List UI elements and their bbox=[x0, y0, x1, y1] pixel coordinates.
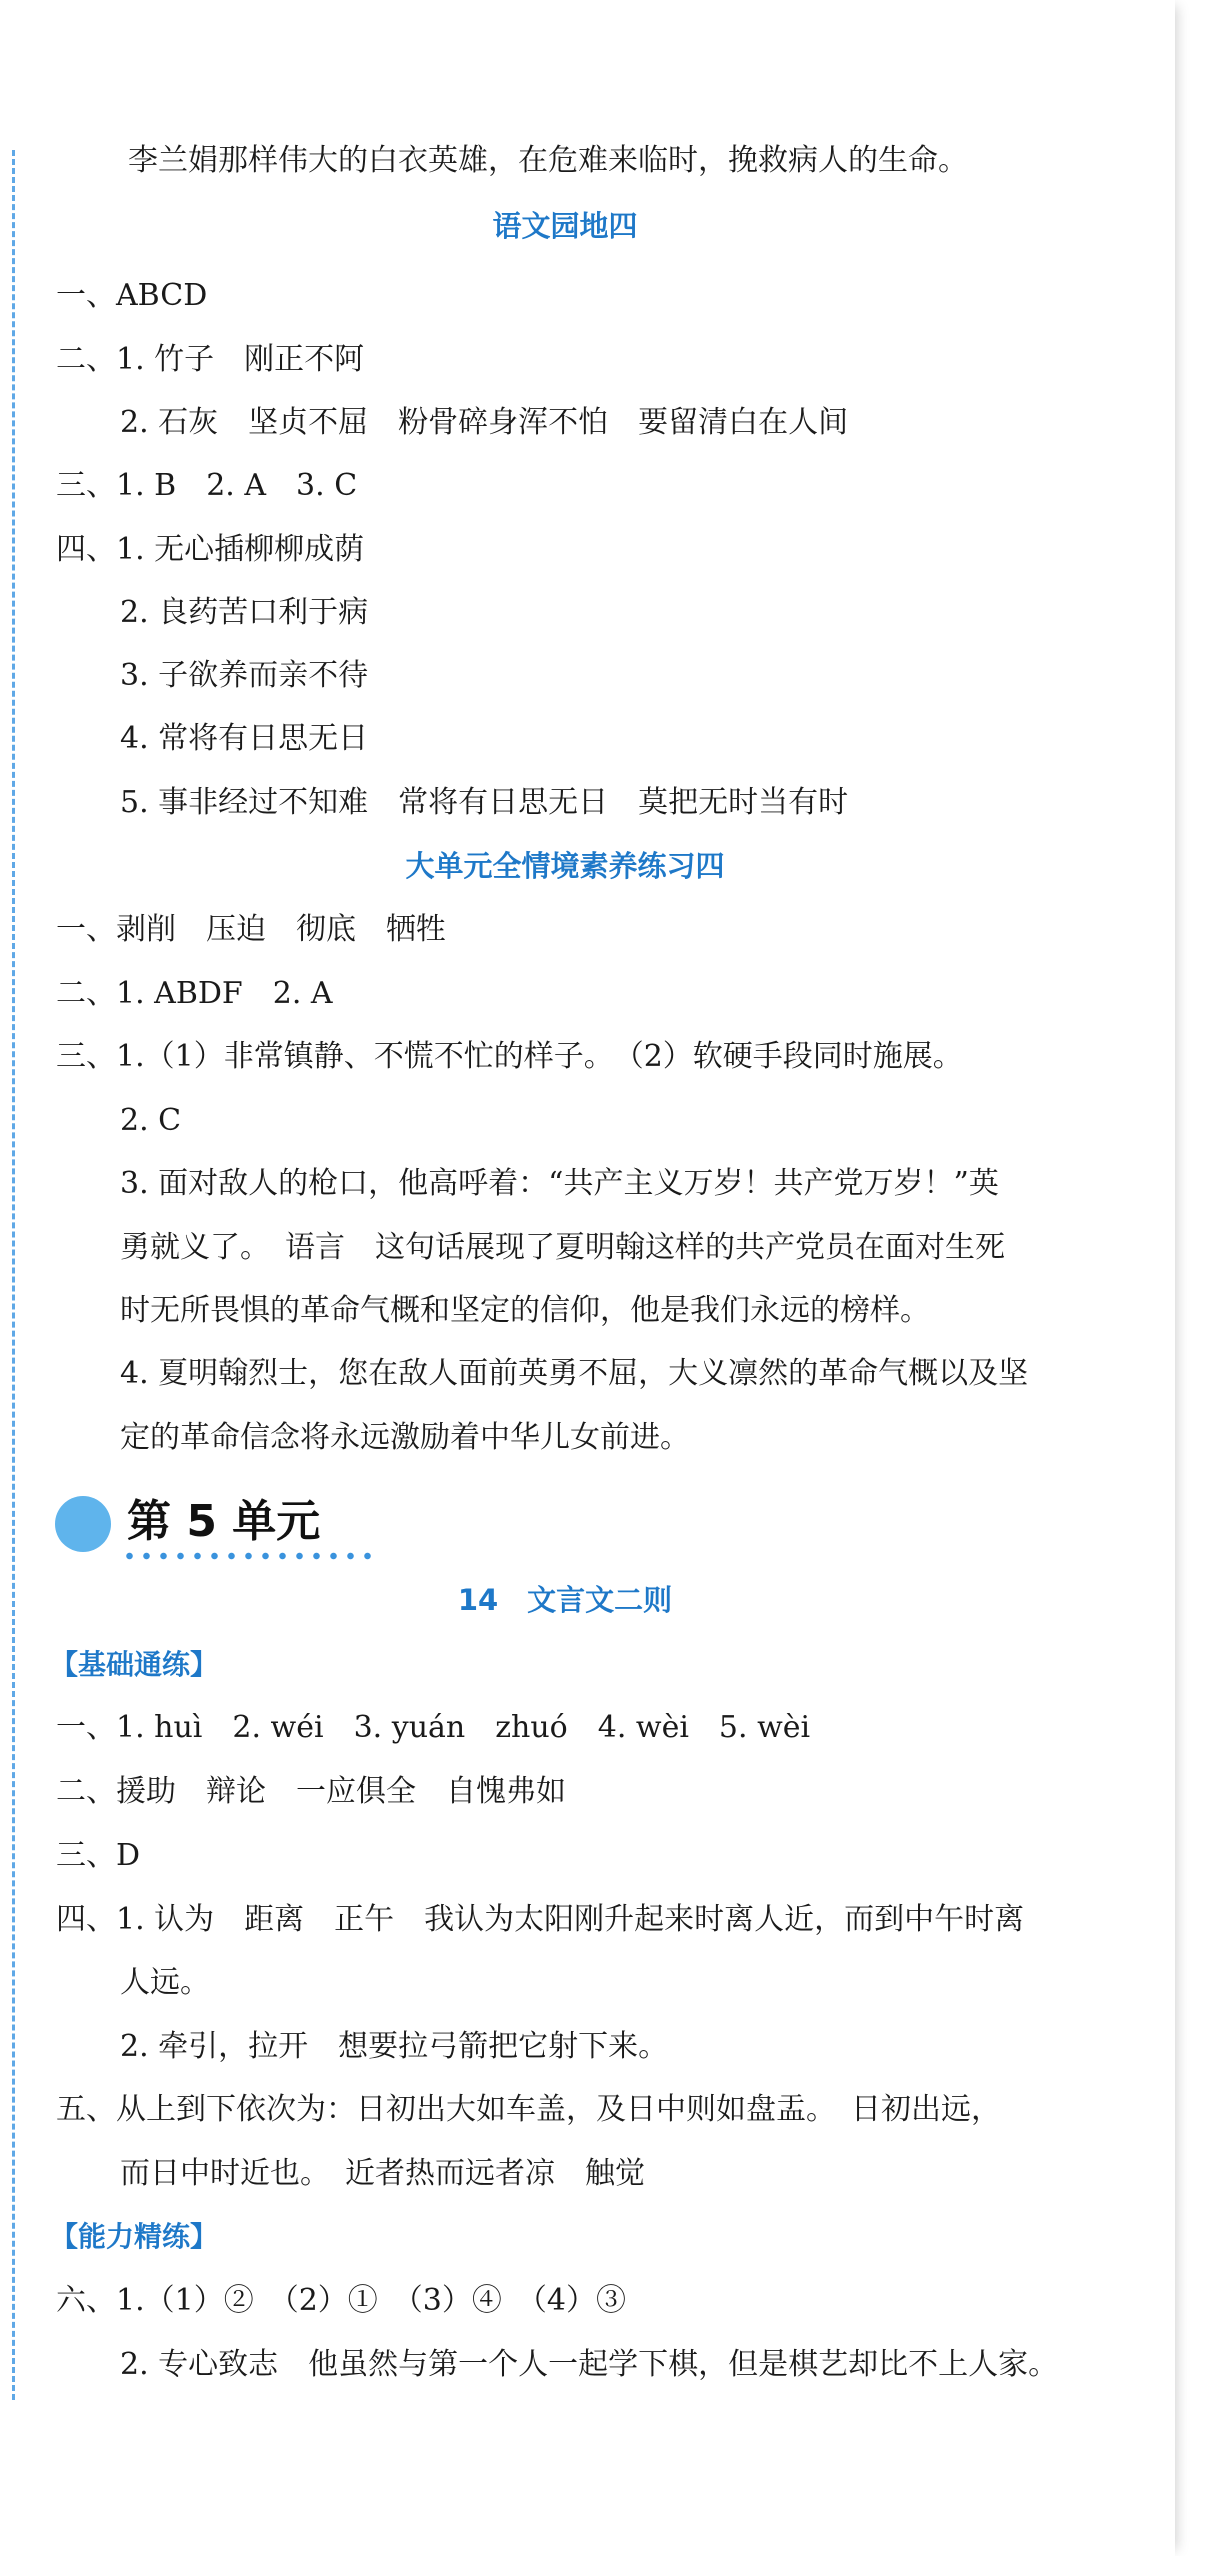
text-line: 李兰娟那样伟大的白衣英雄，在危难来临时，挽救病人的生命。 bbox=[128, 143, 968, 178]
text-line: 2. 良药苦口利于病 bbox=[120, 595, 369, 630]
text-line: 四、1. 无心插柳柳成荫 bbox=[56, 532, 365, 567]
text-line: 一、1. huì 2. wéi 3. yuán zhuó 4. wèi 5. wèi bbox=[56, 1710, 811, 1745]
text-line: 2. C bbox=[120, 1103, 182, 1138]
text-line: 二、援助 辩论 一应俱全 自愧弗如 bbox=[56, 1774, 566, 1809]
text-line: 六、1.（1）② （2）① （3）④ （4）③ bbox=[56, 2283, 626, 2318]
text-line: 而日中时近也。 近者热而远者凉 触觉 bbox=[120, 2156, 645, 2191]
text-line: 时无所畏惧的革命气概和坚定的信仰，他是我们永远的榜样。 bbox=[120, 1293, 930, 1328]
text-line: 五、从上到下依次为：日初出大如车盖，及日中则如盘盂。 日初出远， bbox=[56, 2092, 1001, 2127]
text-line: 三、1. B 2. A 3. C bbox=[56, 468, 358, 503]
section-heading: 大单元全情境素养练习四 bbox=[405, 849, 725, 883]
text-line: 4. 常将有日思无日 bbox=[120, 721, 369, 756]
unit-banner bbox=[55, 1490, 375, 1560]
lesson-heading: 14 文言文二则 bbox=[457, 1583, 673, 1617]
text-line: 3. 面对敌人的枪口，他高呼着：“共产主义万岁！共产党万岁！”英 bbox=[120, 1166, 999, 1201]
text-line: 人远。 bbox=[120, 1965, 210, 2000]
text-line: 2. 石灰 坚贞不屈 粉骨碎身浑不怕 要留清白在人间 bbox=[120, 405, 849, 440]
unit-circle-icon bbox=[55, 1496, 111, 1552]
text-line: 3. 子欲养而亲不待 bbox=[120, 658, 369, 693]
practice-tag: 【能力精练】 bbox=[50, 2220, 219, 2253]
text-line: 定的革命信念将永远激励着中华儿女前进。 bbox=[120, 1420, 690, 1455]
text-line: 三、1.（1）非常镇静、不慌不忙的样子。 （2）软硬手段同时施展。 bbox=[56, 1039, 963, 1074]
text-line: 二、1. 竹子 刚正不阿 bbox=[56, 342, 365, 377]
text-line: 5. 事非经过不知难 常将有日思无日 莫把无时当有时 bbox=[120, 785, 849, 820]
text-line: 二、1. ABDF 2. A bbox=[56, 976, 333, 1011]
text-line: 一、ABCD bbox=[56, 278, 208, 313]
section-heading: 语文园地四 bbox=[492, 209, 638, 243]
unit-dotted-underline bbox=[121, 1552, 371, 1560]
unit-title: 第 5 单元 bbox=[127, 1496, 321, 1547]
text-line: 4. 夏明翰烈士，您在敌人面前英勇不屈，大义凛然的革命气概以及坚 bbox=[120, 1356, 1029, 1391]
text-line: 三、D bbox=[56, 1838, 141, 1873]
binding-dashed-line bbox=[12, 150, 15, 2400]
text-line: 勇就义了。 语言 这句话展现了夏明翰这样的共产党员在面对生死 bbox=[120, 1230, 1005, 1265]
text-line: 2. 专心致志 他虽然与第一个人一起学下棋，但是棋艺却比不上人家。 bbox=[120, 2347, 1059, 2382]
text-line: 四、1. 认为 距离 正午 我认为太阳刚升起来时离人近，而到中午时离 bbox=[56, 1902, 1025, 1937]
practice-tag: 【基础通练】 bbox=[50, 1648, 219, 1681]
text-line: 一、剥削 压迫 彻底 牺牲 bbox=[56, 912, 446, 947]
text-line: 2. 牵引，拉开 想要拉弓箭把它射下来。 bbox=[120, 2029, 669, 2064]
